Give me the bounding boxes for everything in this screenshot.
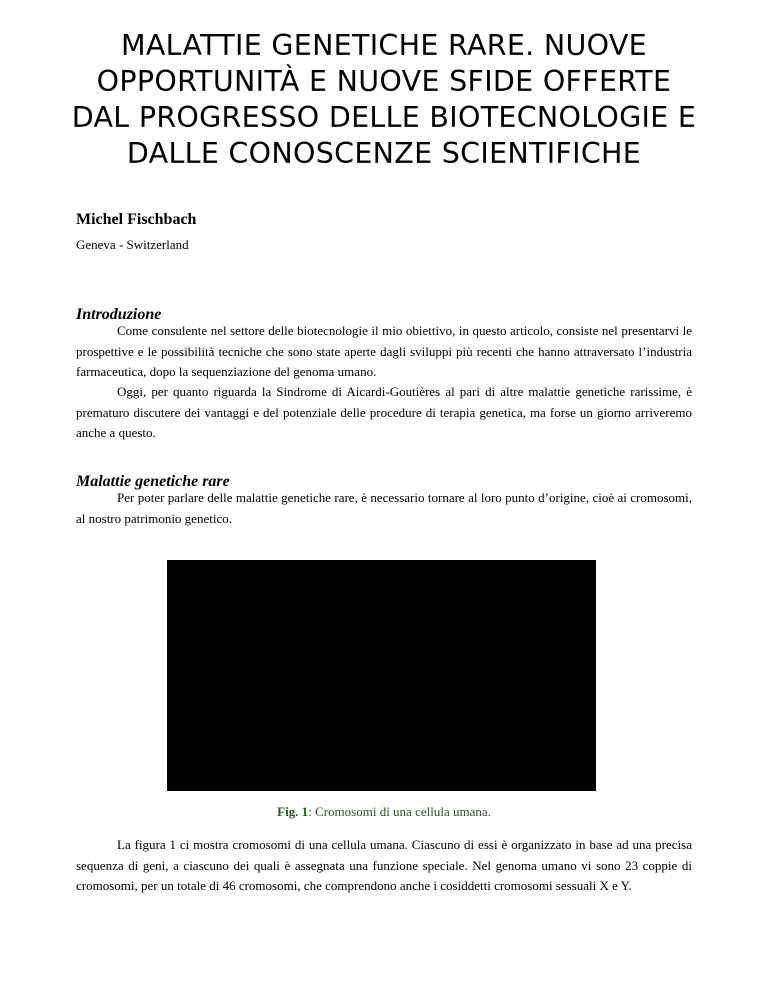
malattie-paragraph-2: La figura 1 ci mostra cromosomi di una cellula umana. Ciascuno di essi è organizzato in base ad una precisa sequenza di geni, a ciascuno dei quali è assegnata una funzione speciale. Nel genoma umano vi sono 23 coppie di cromosomi, per un totale di 46 cromosomi, che comprendono anche i cosiddetti cromosomi sessuali X e Y.: [76, 837, 692, 893]
figure-label: Fig. 1: [277, 804, 309, 819]
heading-malattie-genetiche-rare: Malattie genetiche rare: [76, 473, 230, 490]
title-line-4: DALLE CONOSCENZE SCIENTIFICHE: [126, 137, 642, 170]
title-line-3: DAL PROGRESSO DELLE BIOTECNOLOGIE E: [71, 101, 697, 134]
author-name: Michel Fischbach: [76, 211, 197, 228]
figure-caption: [0, 804, 768, 820]
chromosome-figure-image: [167, 560, 596, 791]
intro-paragraph-1: Come consulente nel settore delle biotecnologie il mio obiettivo, in questo articolo, consiste nel presentarvi le prospettive e le possibilità tecniche che sono state aperte dagli sviluppi più recenti che hanno attraversato l’industria farmaceutica, dopo la sequenziazione del genoma umano.: [76, 323, 692, 379]
malattie-paragraph-1: Per poter parlare delle malattie genetiche rare, è necessario tornare al loro punto d’origine, cioè ai cromosomi, al nostro patrimonio genetico.: [76, 490, 692, 526]
heading-introduzione: Introduzione: [76, 306, 162, 323]
figure-caption-text: : Cromosomi di una cellula umana.: [308, 804, 491, 819]
intro-paragraph-2: Oggi, per quanto riguarda la Sindrome di Aicardi-Goutières al pari di altre malattie genetiche rarissime, è prematuro discutere dei vantaggi e del potenziale delle procedure di terapia genetica, ma forse un giorno arriveremo anche a questo.: [76, 384, 692, 440]
title-line-1: MALATTIE GENETICHE RARE. NUOVE: [120, 29, 647, 62]
title-line-2: OPPORTUNITÀ E NUOVE SFIDE OFFERTE: [96, 65, 672, 98]
author-location: Geneva - Switzerland: [76, 237, 189, 252]
document-title: [60, 28, 708, 172]
